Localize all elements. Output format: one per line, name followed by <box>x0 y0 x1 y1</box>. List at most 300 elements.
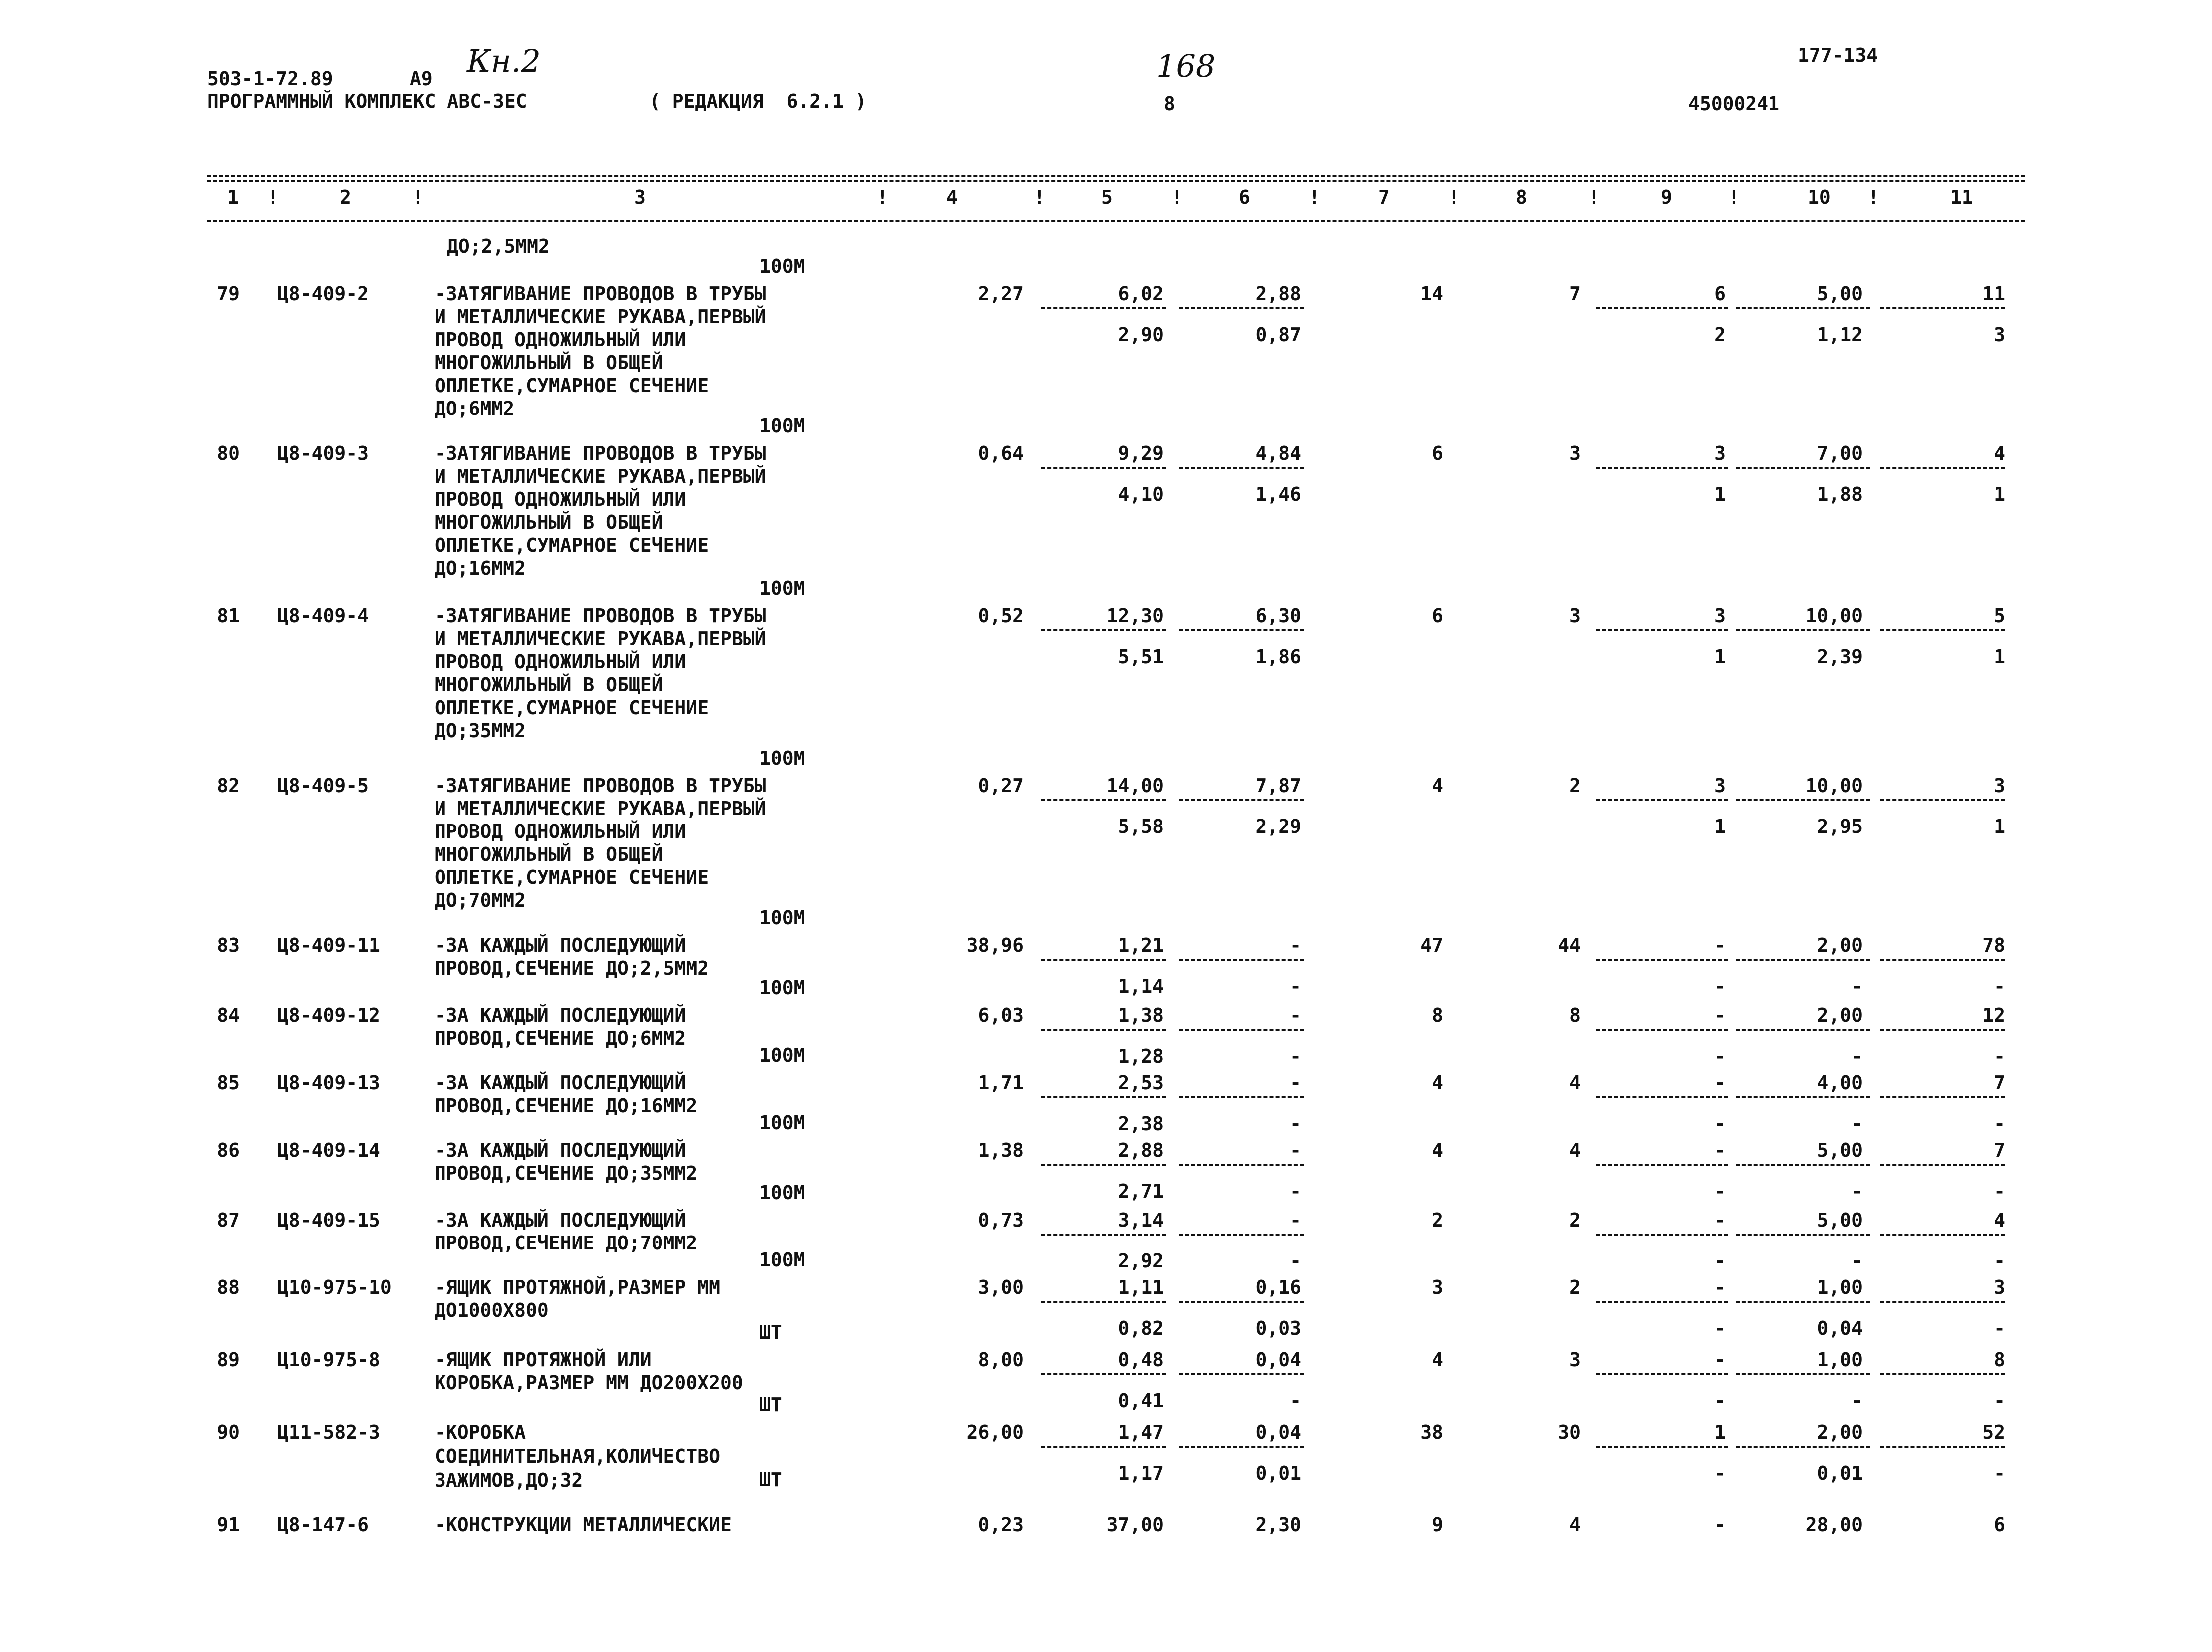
row-col11-lower: 3 <box>1994 324 2005 346</box>
row-col5-upper: 9,29 <box>1118 442 1164 464</box>
row-number: 80 <box>217 442 240 464</box>
column-separator: ! <box>1309 186 1320 208</box>
row-description-line: ПРОВОД,СЕЧЕНИЕ ДО;70ММ2 <box>435 1232 698 1254</box>
row-description-line: ОПЛЕТКЕ,СУМАРНОЕ СЕЧЕНИЕ <box>435 697 709 719</box>
row-col10-upper: 5,00 <box>1817 1139 1863 1161</box>
header-bottom-rule <box>207 220 2025 222</box>
row-description-line: МНОГОЖИЛЬНЫЙ В ОБЩЕЙ <box>435 674 663 696</box>
row-col5-upper: 1,47 <box>1118 1421 1164 1443</box>
row-col9-upper: 6 <box>1714 283 1726 305</box>
value-divider <box>1041 1373 1166 1375</box>
row-col5-lower: 0,82 <box>1118 1317 1164 1339</box>
column-separator: ! <box>877 186 888 208</box>
value-divider <box>1179 1029 1304 1031</box>
row-col10-upper: 10,00 <box>1805 605 1863 627</box>
value-divider <box>1880 629 2005 631</box>
row-col11-lower: - <box>1994 1317 2005 1339</box>
row-col7: 3 <box>1432 1276 1443 1298</box>
row-col11-lower: - <box>1994 1180 2005 1202</box>
row-description-line: -ЗА КАЖДЫЙ ПОСЛЕДУЮЩИЙ <box>435 1209 686 1231</box>
row-description-line: ДО;16ММ2 <box>435 557 526 579</box>
value-divider <box>1736 307 1870 309</box>
row-col11-upper: 7 <box>1994 1139 2005 1161</box>
row-unit: 100М <box>759 1112 805 1134</box>
row-col5-upper: 1,11 <box>1118 1276 1164 1298</box>
row-description-line: ОПЛЕТКЕ,СУМАРНОЕ СЕЧЕНИЕ <box>435 866 709 888</box>
value-divider <box>1736 799 1870 801</box>
row-quantity: 8,00 <box>978 1349 1024 1371</box>
row-description-line: ПРОВОД ОДНОЖИЛЬНЫЙ ИЛИ <box>435 651 686 673</box>
handwritten-book-note: Кн.2 <box>467 43 541 79</box>
row-unit: 100М <box>759 907 805 929</box>
row-description-line: -КОНСТРУКЦИИ МЕТАЛЛИЧЕСКИЕ <box>435 1514 732 1536</box>
row-code: Ц8-409-12 <box>277 1004 380 1026</box>
handwritten-page-number: 168 <box>1156 48 1216 84</box>
row-col8: 30 <box>1558 1421 1581 1443</box>
value-divider <box>1041 1096 1166 1098</box>
row-description-line: -ЗА КАЖДЫЙ ПОСЛЕДУЮЩИЙ <box>435 1139 686 1161</box>
row-col11-upper: 3 <box>1994 1276 2005 1298</box>
value-divider <box>1880 1096 2005 1098</box>
column-separator: ! <box>1171 186 1183 208</box>
row-col10-upper: 10,00 <box>1805 775 1863 797</box>
value-divider <box>1880 1029 2005 1031</box>
row-col6-upper: - <box>1290 1209 1301 1231</box>
row-col8: 3 <box>1569 605 1581 627</box>
row-unit: ШТ <box>759 1394 782 1416</box>
row-description-line: СОЕДИНИТЕЛЬНАЯ,КОЛИЧЕСТВО <box>435 1445 720 1467</box>
column-separator: ! <box>267 186 279 208</box>
row-quantity: 0,64 <box>978 442 1024 464</box>
row-quantity: 0,52 <box>978 605 1024 627</box>
row-col11-upper: 4 <box>1994 442 2005 464</box>
row-col7: 2 <box>1432 1209 1443 1231</box>
row-col10-upper: 2,00 <box>1817 1421 1863 1443</box>
row-code: Ц10-975-10 <box>277 1276 392 1298</box>
row-description-line: -ЗА КАЖДЫЙ ПОСЛЕДУЮЩИЙ <box>435 1004 686 1026</box>
value-divider <box>1179 307 1304 309</box>
row-col9-upper: - <box>1714 1349 1726 1371</box>
value-divider <box>1179 1373 1304 1375</box>
row-col5-upper: 37,00 <box>1106 1514 1164 1536</box>
value-divider <box>1041 629 1166 631</box>
row-col6-upper: 0,04 <box>1255 1421 1301 1443</box>
row-number: 88 <box>217 1276 240 1298</box>
row-col5-upper: 6,02 <box>1118 283 1164 305</box>
row-quantity: 0,23 <box>978 1514 1024 1536</box>
row-number: 89 <box>217 1349 240 1371</box>
column-separator: ! <box>1034 186 1045 208</box>
row-col10-lower: - <box>1851 975 1863 997</box>
row-unit: 100М <box>759 415 805 437</box>
page-number: 8 <box>1164 93 1175 115</box>
row-description-line: ОПЛЕТКЕ,СУМАРНОЕ СЕЧЕНИЕ <box>435 375 709 397</box>
row-code: Ц8-409-5 <box>277 775 369 797</box>
row-col9-lower: 1 <box>1714 816 1726 837</box>
row-description-line: ПРОВОД,СЕЧЕНИЕ ДО;16ММ2 <box>435 1095 698 1117</box>
row-col6-lower: - <box>1290 1045 1301 1067</box>
row-number: 82 <box>217 775 240 797</box>
row-col6-lower: 1,46 <box>1255 483 1301 505</box>
row-col11-upper: 11 <box>1982 283 2005 305</box>
value-divider <box>1179 1446 1304 1448</box>
row-code: Ц8-147-6 <box>277 1514 369 1536</box>
row-description-line: МНОГОЖИЛЬНЫЙ В ОБЩЕЙ <box>435 352 663 374</box>
row-description-line: И МЕТАЛЛИЧЕСКИЕ РУКАВА,ПЕРВЫЙ <box>435 465 766 487</box>
value-divider <box>1736 1096 1870 1098</box>
row-col5-lower: 1,28 <box>1118 1045 1164 1067</box>
row-col5-upper: 12,30 <box>1106 605 1164 627</box>
row-col5-upper: 3,14 <box>1118 1209 1164 1231</box>
row-description-line: -ЗАТЯГИВАНИЕ ПРОВОДОВ В ТРУБЫ <box>435 283 766 305</box>
program-revision: ( РЕДАКЦИЯ 6.2.1 ) <box>649 90 867 112</box>
row-description-line: -ЗАТЯГИВАНИЕ ПРОВОДОВ В ТРУБЫ <box>435 605 766 627</box>
row-col10-upper: 5,00 <box>1817 283 1863 305</box>
row-col5-lower: 2,38 <box>1118 1113 1164 1135</box>
row-col9-lower: - <box>1714 1113 1726 1135</box>
row-col7: 4 <box>1432 775 1443 797</box>
row-col11-upper: 7 <box>1994 1072 2005 1094</box>
row-unit: 100М <box>759 255 805 277</box>
row-col7: 6 <box>1432 442 1443 464</box>
row-col6-upper: 4,84 <box>1255 442 1301 464</box>
row-col7: 4 <box>1432 1349 1443 1371</box>
row-col11-lower: 1 <box>1994 816 2005 837</box>
row-col10-upper: 4,00 <box>1817 1072 1863 1094</box>
value-divider <box>1880 307 2005 309</box>
row-col5-lower: 1,14 <box>1118 975 1164 997</box>
row-col7: 6 <box>1432 605 1443 627</box>
row-description-line: ПРОВОД,СЕЧЕНИЕ ДО;2,5ММ2 <box>435 957 709 979</box>
row-description-line: -ЗАТЯГИВАНИЕ ПРОВОДОВ В ТРУБЫ <box>435 442 766 464</box>
row-col7: 9 <box>1432 1514 1443 1536</box>
table-top-rule-2 <box>207 180 2025 182</box>
value-divider <box>1596 959 1728 961</box>
column-separator: ! <box>1868 186 1879 208</box>
row-description-line: ПРОВОД ОДНОЖИЛЬНЫЙ ИЛИ <box>435 488 686 510</box>
value-divider <box>1736 467 1870 469</box>
row-col8: 3 <box>1569 1349 1581 1371</box>
value-divider <box>1041 307 1166 309</box>
row-col9-upper: - <box>1714 1514 1726 1536</box>
row-col9-upper: 3 <box>1714 605 1726 627</box>
row-col9-lower: - <box>1714 1390 1726 1412</box>
row-unit: 100М <box>759 977 805 999</box>
row-col9-upper: - <box>1714 1004 1726 1026</box>
value-divider <box>1736 1234 1870 1236</box>
row-col9-upper: 3 <box>1714 442 1726 464</box>
row-quantity: 3,00 <box>978 1276 1024 1298</box>
column-header-2: 2 <box>340 186 351 208</box>
row-number: 79 <box>217 283 240 305</box>
row-col10-lower: 1,88 <box>1817 483 1863 505</box>
value-divider <box>1041 1029 1166 1031</box>
row-quantity: 1,38 <box>978 1139 1024 1161</box>
value-divider <box>1179 799 1304 801</box>
row-description-line: -ЯЩИК ПРОТЯЖНОЙ,РАЗМЕР ММ <box>435 1276 720 1298</box>
row-col10-lower: - <box>1851 1180 1863 1202</box>
row-col11-upper: 78 <box>1982 934 2005 956</box>
row-number: 83 <box>217 934 240 956</box>
row-description-line: МНОГОЖИЛЬНЫЙ В ОБЩЕЙ <box>435 843 663 865</box>
row-col6-upper: - <box>1290 1139 1301 1161</box>
row-code: Ц8-409-4 <box>277 605 369 627</box>
row-col11-upper: 52 <box>1982 1421 2005 1443</box>
row-description-line: КОРОБКА,РАЗМЕР ММ ДО200Х200 <box>435 1372 743 1394</box>
value-divider <box>1736 1373 1870 1375</box>
column-header-5: 5 <box>1101 186 1113 208</box>
row-number: 86 <box>217 1139 240 1161</box>
row-col6-lower: - <box>1290 1113 1301 1135</box>
value-divider <box>1179 1301 1304 1303</box>
row-col9-upper: - <box>1714 1139 1726 1161</box>
row-col6-lower: - <box>1290 1250 1301 1272</box>
row-col11-lower: 1 <box>1994 483 2005 505</box>
row-col10-upper: 7,00 <box>1817 442 1863 464</box>
row-col5-upper: 2,88 <box>1118 1139 1164 1161</box>
value-divider <box>1880 1234 2005 1236</box>
row-col5-lower: 0,41 <box>1118 1390 1164 1412</box>
row-col9-upper: - <box>1714 1072 1726 1094</box>
row-description-line: МНОГОЖИЛЬНЫЙ В ОБЩЕЙ <box>435 511 663 533</box>
row-col6-lower: 0,87 <box>1255 324 1301 346</box>
row-col11-upper: 5 <box>1994 605 2005 627</box>
value-divider <box>1880 1373 2005 1375</box>
row-description-line: ЗАЖИМОВ,ДО;32 <box>435 1469 583 1491</box>
row-col6-lower: - <box>1290 975 1301 997</box>
row-col11-lower: 1 <box>1994 646 2005 668</box>
column-header-6: 6 <box>1239 186 1250 208</box>
row-quantity: 1,71 <box>978 1072 1024 1094</box>
column-header-9: 9 <box>1661 186 1672 208</box>
row-col9-lower: - <box>1714 1462 1726 1484</box>
row-quantity: 6,03 <box>978 1004 1024 1026</box>
row-unit: 100М <box>759 747 805 769</box>
row-col8: 4 <box>1569 1072 1581 1094</box>
row-col9-lower: 1 <box>1714 646 1726 668</box>
value-divider <box>1041 1164 1166 1166</box>
row-code: Ц10-975-8 <box>277 1349 380 1371</box>
row-col11-upper: 6 <box>1994 1514 2005 1536</box>
row-col11-lower: - <box>1994 1250 2005 1272</box>
value-divider <box>1041 1234 1166 1236</box>
row-col5-upper: 2,53 <box>1118 1072 1164 1094</box>
row-col10-upper: 5,00 <box>1817 1209 1863 1231</box>
row-col6-upper: - <box>1290 934 1301 956</box>
row-col6-upper: 0,04 <box>1255 1349 1301 1371</box>
value-divider <box>1179 959 1304 961</box>
row-col9-lower: - <box>1714 975 1726 997</box>
sheet-reference: 177-134 <box>1798 44 1878 66</box>
row-col5-upper: 14,00 <box>1106 775 1164 797</box>
value-divider <box>1041 1446 1166 1448</box>
row-code: Ц11-582-3 <box>277 1421 380 1443</box>
row-number: 90 <box>217 1421 240 1443</box>
value-divider <box>1041 467 1166 469</box>
column-separator: ! <box>412 186 424 208</box>
column-header-7: 7 <box>1378 186 1390 208</box>
row-description-line: -ЗА КАЖДЫЙ ПОСЛЕДУЮЩИЙ <box>435 1072 686 1094</box>
row-col6-upper: 2,30 <box>1255 1514 1301 1536</box>
value-divider <box>1880 467 2005 469</box>
row-col8: 4 <box>1569 1139 1581 1161</box>
value-divider <box>1041 1301 1166 1303</box>
row-col9-lower: 1 <box>1714 483 1726 505</box>
column-header-8: 8 <box>1516 186 1527 208</box>
row-description-line: -ЯЩИК ПРОТЯЖНОЙ ИЛИ <box>435 1349 652 1371</box>
row-col6-upper: 6,30 <box>1255 605 1301 627</box>
row-code: Ц8-409-15 <box>277 1209 380 1231</box>
row-number: 81 <box>217 605 240 627</box>
row-description-line: ПРОВОД,СЕЧЕНИЕ ДО;35ММ2 <box>435 1162 698 1184</box>
row-col6-lower: - <box>1290 1180 1301 1202</box>
row-col9-lower: - <box>1714 1317 1726 1339</box>
value-divider <box>1596 307 1728 309</box>
row-code: Ц8-409-11 <box>277 934 380 956</box>
row-col11-lower: - <box>1994 1045 2005 1067</box>
row-description-line: ПРОВОД ОДНОЖИЛЬНЫЙ ИЛИ <box>435 821 686 842</box>
value-divider <box>1179 629 1304 631</box>
row-quantity: 0,73 <box>978 1209 1024 1231</box>
value-divider <box>1596 1164 1728 1166</box>
row-col6-lower: 2,29 <box>1255 816 1301 837</box>
row-col7: 47 <box>1420 934 1443 956</box>
row-col7: 14 <box>1420 283 1443 305</box>
row-col5-upper: 1,21 <box>1118 934 1164 956</box>
row-col11-lower: - <box>1994 1462 2005 1484</box>
row-col9-lower: - <box>1714 1250 1726 1272</box>
value-divider <box>1880 1301 2005 1303</box>
value-divider <box>1596 1301 1728 1303</box>
row-col10-lower: 0,01 <box>1817 1462 1863 1484</box>
row-col9-upper: 1 <box>1714 1421 1726 1443</box>
row-col5-lower: 2,71 <box>1118 1180 1164 1202</box>
row-col11-upper: 8 <box>1994 1349 2005 1371</box>
row-description-line: -ЗА КАЖДЫЙ ПОСЛЕДУЮЩИЙ <box>435 934 686 956</box>
format-label: А9 <box>410 68 433 90</box>
row-col5-lower: 1,17 <box>1118 1462 1164 1484</box>
row-number: 87 <box>217 1209 240 1231</box>
value-divider <box>1736 1164 1870 1166</box>
row-col9-upper: 3 <box>1714 775 1726 797</box>
row-quantity: 2,27 <box>978 283 1024 305</box>
row-description-line: ДО;70ММ2 <box>435 889 526 911</box>
row-description-line: И МЕТАЛЛИЧЕСКИЕ РУКАВА,ПЕРВЫЙ <box>435 628 766 650</box>
row-col5-upper: 1,38 <box>1118 1004 1164 1026</box>
value-divider <box>1596 1234 1728 1236</box>
row-description-line: И МЕТАЛЛИЧЕСКИЕ РУКАВА,ПЕРВЫЙ <box>435 798 766 820</box>
column-header-10: 10 <box>1808 186 1831 208</box>
row-col9-lower: 2 <box>1714 324 1726 346</box>
column-header-4: 4 <box>946 186 958 208</box>
row-col9-upper: - <box>1714 1276 1726 1298</box>
column-separator: ! <box>1588 186 1600 208</box>
column-header-3: 3 <box>634 186 646 208</box>
row-col8: 2 <box>1569 1276 1581 1298</box>
value-divider <box>1736 959 1870 961</box>
row-col10-lower: 1,12 <box>1817 324 1863 346</box>
row-col5-lower: 5,58 <box>1118 816 1164 837</box>
value-divider <box>1179 1096 1304 1098</box>
row-unit: 100М <box>759 1044 805 1066</box>
row-col8: 4 <box>1569 1514 1581 1536</box>
row-description-line: ПРОВОД,СЕЧЕНИЕ ДО;6ММ2 <box>435 1027 686 1049</box>
row-col6-upper: - <box>1290 1004 1301 1026</box>
row-code: Ц8-409-13 <box>277 1072 380 1094</box>
row-col10-lower: - <box>1851 1390 1863 1412</box>
row-col5-lower: 4,10 <box>1118 483 1164 505</box>
row-quantity: 0,27 <box>978 775 1024 797</box>
row-col6-upper: 0,16 <box>1255 1276 1301 1298</box>
row-col6-lower: - <box>1290 1390 1301 1412</box>
value-divider <box>1880 1446 2005 1448</box>
row-col10-upper: 2,00 <box>1817 934 1863 956</box>
row-col11-lower: - <box>1994 1113 2005 1135</box>
row-col6-lower: 0,03 <box>1255 1317 1301 1339</box>
row-number: 84 <box>217 1004 240 1026</box>
value-divider <box>1880 1164 2005 1166</box>
row-unit: 100М <box>759 1182 805 1204</box>
value-divider <box>1880 799 2005 801</box>
row-col8: 2 <box>1569 775 1581 797</box>
row-col10-lower: 2,95 <box>1817 816 1863 837</box>
row-col6-lower: 0,01 <box>1255 1462 1301 1484</box>
row-col11-upper: 4 <box>1994 1209 2005 1231</box>
doc-code: 503-1-72.89 <box>207 68 333 90</box>
value-divider <box>1596 467 1728 469</box>
row-col9-upper: - <box>1714 1209 1726 1231</box>
row-col8: 3 <box>1569 442 1581 464</box>
row-unit: ШТ <box>759 1469 782 1491</box>
row-quantity: 38,96 <box>966 934 1024 956</box>
row-col11-lower: - <box>1994 975 2005 997</box>
row-col10-upper: 2,00 <box>1817 1004 1863 1026</box>
value-divider <box>1041 959 1166 961</box>
row-col11-upper: 12 <box>1982 1004 2005 1026</box>
row-unit: ШТ <box>759 1321 782 1343</box>
row-col5-lower: 2,92 <box>1118 1250 1164 1272</box>
row-col9-lower: - <box>1714 1180 1726 1202</box>
value-divider <box>1596 1096 1728 1098</box>
value-divider <box>1179 1234 1304 1236</box>
value-divider <box>1596 1029 1728 1031</box>
row-col11-lower: - <box>1994 1390 2005 1412</box>
row-col10-upper: 1,00 <box>1817 1349 1863 1371</box>
column-header-1: 1 <box>227 186 239 208</box>
row-description-line: ДО;35ММ2 <box>435 720 526 742</box>
row-col7: 4 <box>1432 1139 1443 1161</box>
value-divider <box>1596 1446 1728 1448</box>
row-description-line: И МЕТАЛЛИЧЕСКИЕ РУКАВА,ПЕРВЫЙ <box>435 306 766 328</box>
row-col5-lower: 5,51 <box>1118 646 1164 668</box>
row-col10-lower: - <box>1851 1113 1863 1135</box>
row-description-line: ОПЛЕТКЕ,СУМАРНОЕ СЕЧЕНИЕ <box>435 534 709 556</box>
row-unit: 100М <box>759 577 805 599</box>
program-title: ПРОГРАММНЫЙ КОМПЛЕКС АВС-3ЕС <box>207 90 527 112</box>
row-description-line: -ЗАТЯГИВАНИЕ ПРОВОДОВ В ТРУБЫ <box>435 775 766 797</box>
row-quantity: 26,00 <box>966 1421 1024 1443</box>
row-col7: 8 <box>1432 1004 1443 1026</box>
value-divider <box>1179 1164 1304 1166</box>
value-divider <box>1736 1446 1870 1448</box>
document-code: 45000241 <box>1688 93 1780 115</box>
value-divider <box>1880 959 2005 961</box>
row-col7: 38 <box>1420 1421 1443 1443</box>
row-description-line: ДО1000Х800 <box>435 1299 549 1321</box>
row-col8: 7 <box>1569 283 1581 305</box>
table-top-rule <box>207 175 2025 177</box>
value-divider <box>1596 799 1728 801</box>
